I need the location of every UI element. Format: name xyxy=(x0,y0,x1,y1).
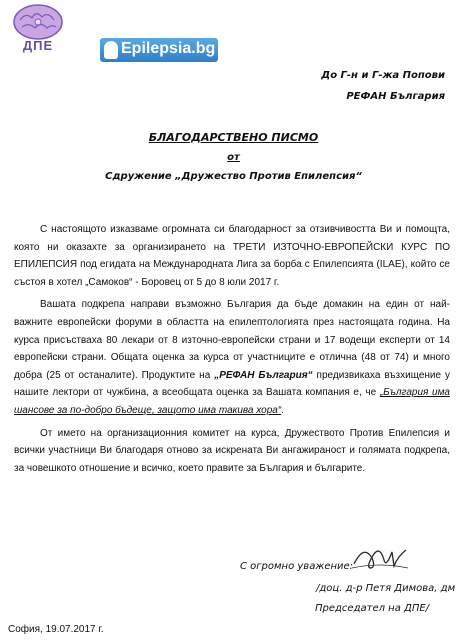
recipient-line-2: РЕФАН България xyxy=(346,91,445,102)
paragraph-3: От името на организационния комитет на курса, Дружеството Против Епилепсия и всички участници Ви благодаря отново за искрената Ви ангажираност и голямата подкрепа, за човешкото отношение и всичко, което правите за България и българите. xyxy=(14,427,450,474)
highlight-quote: „България има шансове за по-добро бъдеще, защото има такива хора“ xyxy=(14,387,450,416)
dpe-logo-text: ДПЕ xyxy=(22,38,54,53)
letter-sender: Сдружение „Дружество Против Епилепсия“ xyxy=(105,171,362,182)
paragraph-2-part-a: Вашата подкрепа направи възможно България да бъде домакин на един от най-важните европейски форуми в областта на епилептологията през настоящата година. На курса присъстваха 80 лекари от 8 източно-европейски страни и 17 водещи експерти от 14 европейски страни. Общата оценка за курса от участниците е отлична (48 от 74) и много добра (25 от останалите). Продуктите на xyxy=(14,299,450,381)
head-icon xyxy=(104,41,118,59)
brand-name: „РЕФАН България“ xyxy=(214,369,313,381)
regards-line: С огромно уважение: xyxy=(240,561,354,572)
paragraph-2-part-c: . xyxy=(281,404,284,416)
signatory-position: Председател на ДПЕ/ xyxy=(315,603,430,614)
recipient-line-1: До Г-н и Г-жа Попови xyxy=(321,70,445,81)
signature-image xyxy=(350,538,410,578)
letter-body xyxy=(14,221,450,477)
letter-from: от xyxy=(227,152,240,163)
epilepsia-logo xyxy=(100,38,218,62)
epilepsia-logo-text: Epilepsia.bg xyxy=(121,40,216,57)
signatory-name: /доц. д-р Петя Димова, дм xyxy=(316,583,456,594)
paragraph-1: С настоящото изказваме огромната си благодарност за отзивчивостта Ви и помощта, която ни оказахте за организирането на ТРЕТИ ИЗТОЧНО-ЕВРОПЕЙСКИ КУРС ПО ЕПИЛЕПСИЯ под егидата на Международната Лига за борба с Епилепсията (ILAE), който се състоя в хотел „Самоков“ - Боровец от 5 до 8 юли 2017 г. xyxy=(14,224,450,288)
dpe-logo xyxy=(2,2,82,54)
letter-date: София, 19.07.2017 г. xyxy=(8,624,104,635)
brain-icon xyxy=(2,2,74,42)
letter-heading: БЛАГОДАРСТВЕНО ПИСМО xyxy=(148,131,319,144)
paragraph-2-part-b: предизвикаха възхищение у нашите лектори от чужбина, а всеобщата оценка за Вашата компания е, че xyxy=(14,369,451,399)
paragraph-2 xyxy=(14,296,450,419)
